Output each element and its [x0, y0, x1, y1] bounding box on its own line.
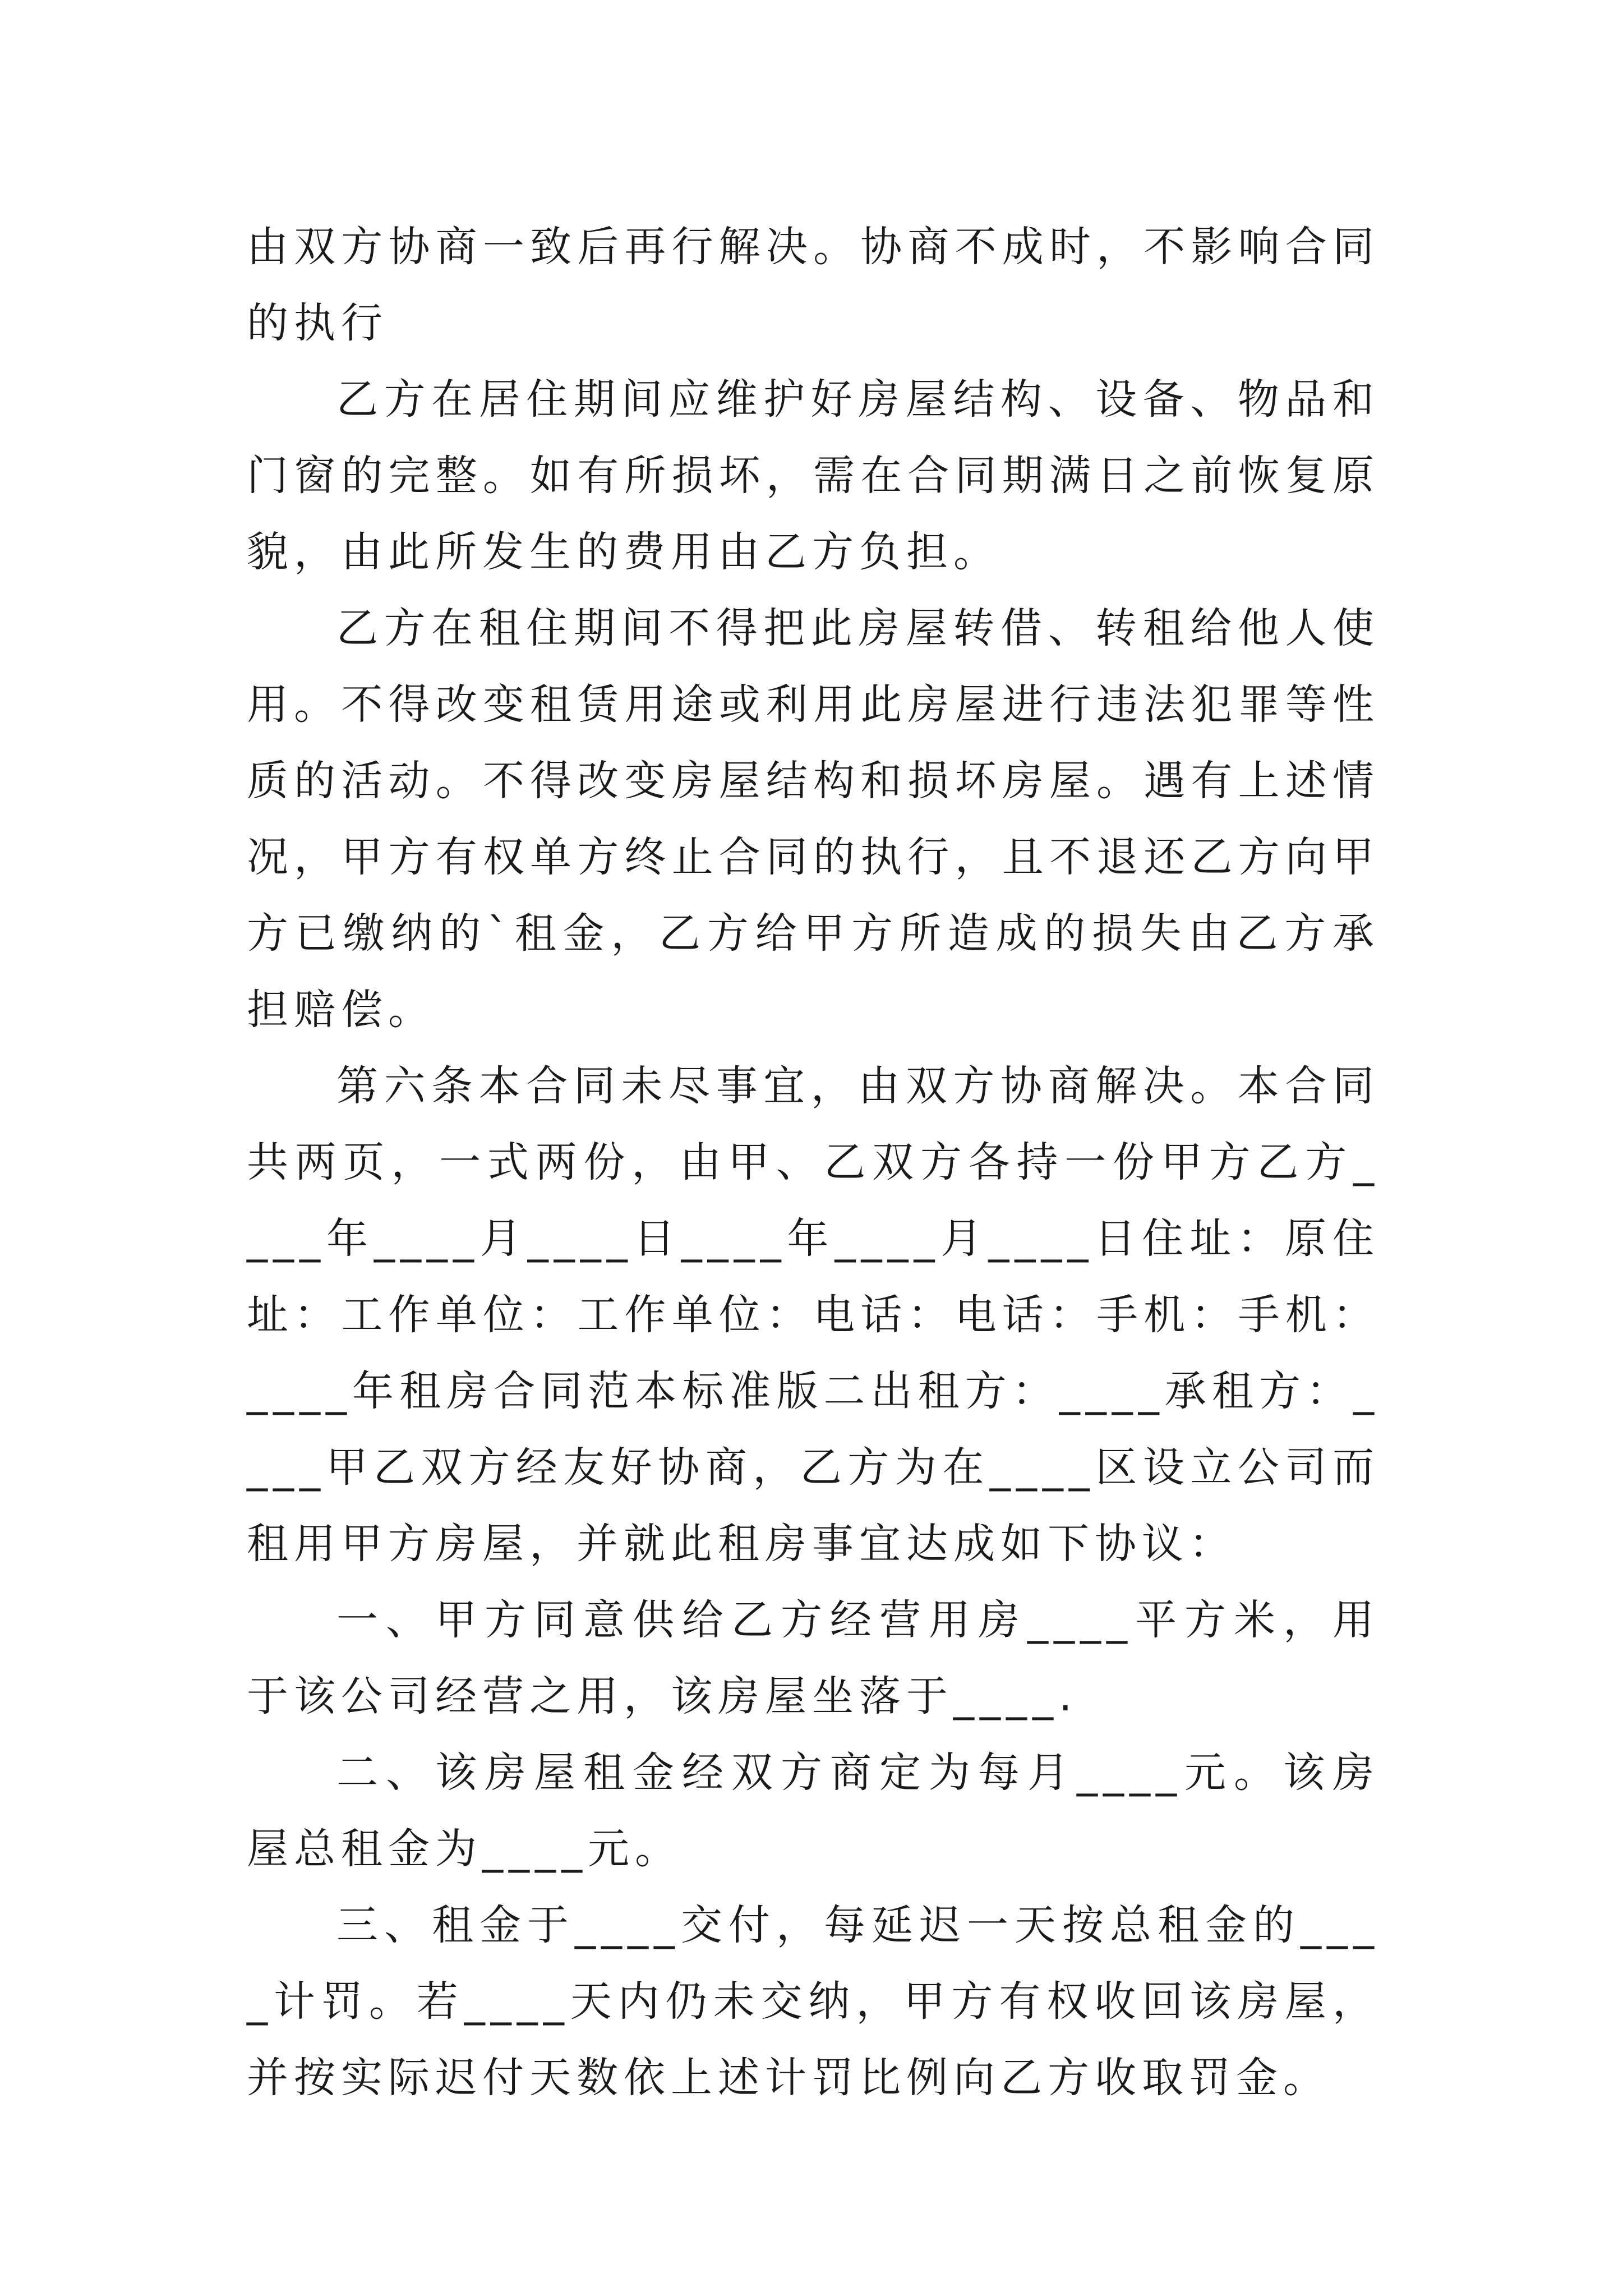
document-body — [247, 209, 1380, 2116]
paragraph-5: 一、甲方同意供给乙方经营用房____平方米，用于该公司经营之用，该房屋坐落于____. — [247, 1596, 1380, 1720]
paragraph-2: 乙方在居住期间应维护好房屋结构、设备、物品和门窗的完整。如有所损坏，需在合同期满日之前恢复原貌，由此所发生的费用由乙方负担。 — [247, 375, 1380, 576]
paragraph-6: 二、该房屋租金经双方商定为每月____元。该房屋总租金为____元。 — [247, 1749, 1380, 1873]
paragraph-7: 三、租金于____交付，每延迟一天按总租金的____计罚。若____天内仍未交纳，甲方有权收回该房屋，并按实际迟付天数依上述计罚比例向乙方收取罚金。 — [247, 1901, 1380, 2102]
paragraph-1: 由双方协商一致后再行解决。协商不成时，不影响合同的执行 — [247, 223, 1380, 347]
paragraph-3: 乙方在租住期间不得把此房屋转借、转租给他人使用。不得改变租赁用途或利用此房屋进行违法犯罪等性质的活动。不得改变房屋结构和损坏房屋。遇有上述情况，甲方有权单方终止合同的执行，且不退还乙方向甲方已缴纳的`租金，乙方给甲方所造成的损失由乙方承担赔偿。 — [247, 604, 1380, 1034]
paragraph-4: 第六条本合同未尽事宜，由双方协商解决。本合同共两页，一式两份，由甲、乙双方各持一份甲方乙方____年____月____日____年____月____日住址：原住址：工作单位：工作单位：电话：电话：手机：手机：____年租房合同范本标准版二出租方：____承租方：____甲乙双方经友好协商，乙方为在____区设立公司而租用甲方房屋，并就此租房事宜达成如下协议： — [247, 1062, 1380, 1568]
